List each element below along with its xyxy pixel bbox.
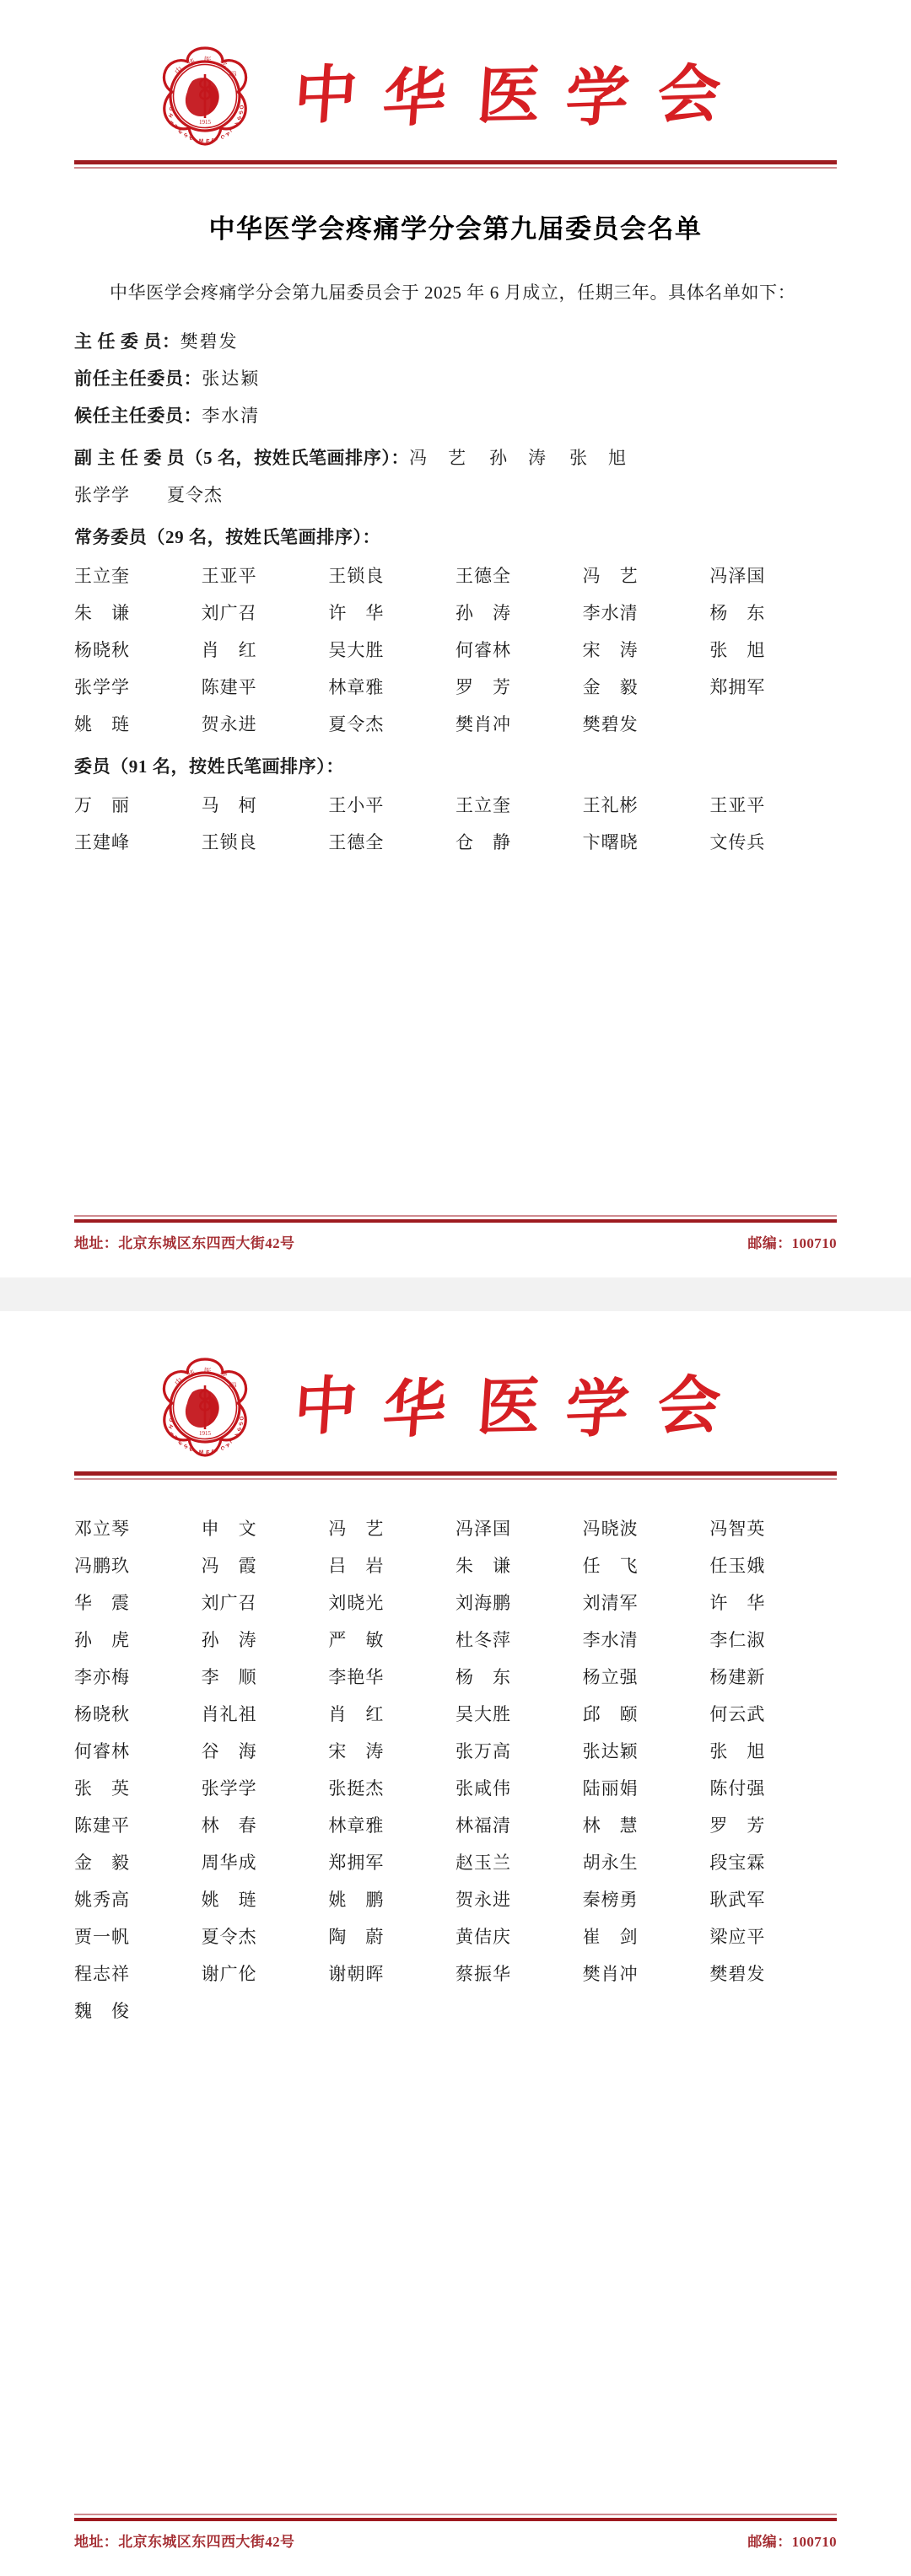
svg-text:医: 医 <box>474 61 543 132</box>
footer-address: 地址：北京东城区东四西大街42号 <box>74 1235 295 1251</box>
document-body <box>74 245 837 861</box>
members-grid-page2 <box>74 1510 837 2030</box>
name-cell: 吴大胜 <box>328 640 385 660</box>
name-cell: 孙 涛 <box>201 1630 257 1650</box>
svg-text:N: N <box>172 123 180 131</box>
name-cell: 华 震 <box>74 1593 130 1613</box>
name-cell: 梁应平 <box>709 1927 766 1947</box>
name-cell: 魏 俊 <box>74 2001 130 2021</box>
svg-text:M: M <box>198 1449 204 1455</box>
standing-committee-grid <box>74 557 837 743</box>
name-cell: 夏令杰 <box>201 1927 257 1947</box>
name-cell: 仓 静 <box>456 832 511 852</box>
name-cell: 许 华 <box>709 1593 766 1613</box>
name-cell: 罗 芳 <box>709 1815 766 1836</box>
seal-year: 1915 <box>199 119 211 126</box>
name-cell: 何云武 <box>709 1704 766 1724</box>
name-cell: 李仁淑 <box>709 1630 766 1650</box>
name-cell: 张达颖 <box>582 1741 639 1761</box>
name-cell: 姚 琏 <box>74 714 130 734</box>
header-divider-page2 <box>74 1471 837 1480</box>
svg-text:医: 医 <box>203 1366 213 1376</box>
svg-text:中: 中 <box>173 1376 185 1388</box>
name-cell: 刘广召 <box>201 603 257 623</box>
name-cell: 林章雅 <box>328 677 385 697</box>
svg-text:L: L <box>228 1438 235 1445</box>
name-cell: 冯 艺 <box>328 1519 385 1539</box>
name-cell: 冯 艺 <box>582 566 639 586</box>
name-cell: 李亦梅 <box>74 1667 130 1687</box>
members-heading: 委员（91 名，按姓氏笔画排序）： <box>74 756 344 777</box>
name-cell: 谷 海 <box>201 1741 257 1761</box>
name-cell: 吕 岩 <box>328 1556 385 1576</box>
svg-text:E: E <box>205 1449 210 1456</box>
svg-text:E: E <box>188 1446 194 1453</box>
name-cell: 金 毅 <box>582 677 639 697</box>
vice-chair-name-1: 冯 艺 <box>409 448 468 468</box>
name-cell: 任 飞 <box>582 1556 639 1576</box>
name-cell: 张学学 <box>74 677 130 697</box>
name-cell: 陈付强 <box>709 1778 766 1799</box>
svg-text:A: A <box>224 1442 231 1449</box>
svg-text:I: I <box>215 136 219 143</box>
svg-text:H: H <box>167 1423 175 1431</box>
name-cell: 任玉娥 <box>709 1556 766 1576</box>
svg-text:C: C <box>168 105 175 112</box>
name-cell: 刘清军 <box>582 1593 639 1613</box>
role-chairman <box>74 323 837 360</box>
svg-text:华: 华 <box>380 1374 449 1444</box>
name-cell: 周华成 <box>201 1853 257 1873</box>
vice-chair-heading-line <box>74 439 837 476</box>
name-cell: 王锁良 <box>328 566 385 586</box>
name-cell: 朱 谦 <box>74 603 130 623</box>
name-cell: 吴大胜 <box>456 1704 511 1724</box>
name-cell: 张挺杰 <box>328 1778 385 1799</box>
svg-text:学: 学 <box>218 1369 229 1381</box>
svg-text:L: L <box>228 126 235 134</box>
svg-text:I: I <box>170 1431 175 1437</box>
name-cell: 王德全 <box>456 566 511 586</box>
standing-committee-heading: 常务委员（29 名，按姓氏笔画排序）： <box>74 527 381 547</box>
name-cell: 杨 东 <box>709 603 766 623</box>
name-cell: 王德全 <box>328 832 385 852</box>
name-cell: 崔 剑 <box>582 1927 639 1947</box>
svg-text:会: 会 <box>227 1379 239 1391</box>
name-cell: 王亚平 <box>201 566 257 586</box>
svg-text:中: 中 <box>291 1371 360 1444</box>
name-cell: 杨 东 <box>456 1667 511 1687</box>
footer-address: 地址：北京东城区东四西大街42号 <box>74 2534 295 2550</box>
name-cell: 朱 谦 <box>456 1556 511 1576</box>
name-cell: 罗 芳 <box>456 677 511 697</box>
name-cell: 杨晓秋 <box>74 1704 130 1724</box>
name-cell: 杜冬萍 <box>456 1630 511 1650</box>
svg-text:S: S <box>183 132 189 139</box>
name-cell: 许 华 <box>328 603 385 623</box>
name-cell: 邱 颐 <box>582 1704 639 1724</box>
name-cell: 姚 鹏 <box>328 1890 385 1910</box>
svg-text:C: C <box>168 1417 175 1423</box>
name-cell: 林福清 <box>456 1815 511 1836</box>
svg-text:中: 中 <box>173 65 185 77</box>
name-cell: 耿武军 <box>709 1890 766 1910</box>
name-cell: 张 旭 <box>709 640 766 660</box>
svg-text:会: 会 <box>655 60 723 132</box>
name-cell: 张万高 <box>456 1741 511 1761</box>
name-cell: 张 英 <box>74 1778 130 1799</box>
name-cell: 金 毅 <box>74 1853 130 1873</box>
svg-text:S: S <box>235 1426 243 1433</box>
name-cell: 肖礼祖 <box>201 1704 257 1724</box>
seal-year: 1915 <box>199 1430 211 1437</box>
name-cell: 郑拥军 <box>328 1853 385 1873</box>
name-cell <box>202 1993 329 2030</box>
name-cell: 林 春 <box>201 1815 257 1836</box>
name-cell: 段宝霖 <box>709 1853 766 1873</box>
role-former-chairman-label: 前任主任委员： <box>74 368 202 389</box>
name-cell: 林章雅 <box>328 1815 385 1836</box>
role-incoming-chairman-value: 李水清 <box>202 406 261 426</box>
name-cell: 宋 涛 <box>328 1741 385 1761</box>
document-page-2 <box>0 1311 911 2576</box>
header-divider <box>74 160 837 169</box>
name-cell: 蔡振华 <box>456 1964 511 1984</box>
name-cell: 何睿林 <box>74 1741 130 1761</box>
name-cell: 冯鹏玖 <box>74 1556 130 1576</box>
svg-text:学: 学 <box>562 1374 632 1444</box>
svg-text:S: S <box>235 115 243 121</box>
svg-text:M: M <box>198 137 204 144</box>
name-cell: 邓立琴 <box>74 1519 130 1539</box>
svg-text:S: S <box>183 1443 189 1450</box>
name-cell: 刘广召 <box>201 1593 257 1613</box>
name-cell: 贾一帆 <box>74 1927 130 1947</box>
vice-chair-names-wrapped: 张学学 夏令杰 <box>74 485 223 505</box>
svg-text:中: 中 <box>291 60 360 132</box>
name-cell: 肖 红 <box>201 640 257 660</box>
name-cell: 谢朝晖 <box>328 1964 385 1984</box>
svg-text:I: I <box>170 120 175 126</box>
svg-text:H: H <box>167 112 175 120</box>
svg-text:医: 医 <box>474 1372 543 1444</box>
name-cell: 郑拥军 <box>709 677 766 697</box>
document-page-1 <box>0 0 911 1277</box>
name-cell: 文传兵 <box>709 832 766 852</box>
cma-seal-icon <box>155 1355 255 1460</box>
svg-text:O: O <box>238 105 245 110</box>
page-separator <box>0 1277 911 1311</box>
name-cell: 林 慧 <box>582 1815 639 1836</box>
svg-text:E: E <box>177 128 184 136</box>
name-cell: 陶 蔚 <box>328 1927 385 1947</box>
svg-text:E: E <box>177 1439 184 1447</box>
name-cell: 樊肖冲 <box>582 1964 639 1984</box>
svg-text:华: 华 <box>186 1368 197 1379</box>
svg-text:医: 医 <box>203 55 213 65</box>
name-cell: 卞曙晓 <box>582 832 639 852</box>
svg-text:D: D <box>210 137 216 145</box>
name-cell: 贺永进 <box>201 714 257 734</box>
name-cell: 万 丽 <box>74 795 130 815</box>
name-cell: 冯 霞 <box>201 1556 257 1576</box>
members-grid-page1 <box>74 787 837 861</box>
name-cell: 李 顺 <box>201 1667 257 1687</box>
footer-postcode: 邮编：100710 <box>747 2534 837 2550</box>
name-cell: 马 柯 <box>201 795 257 815</box>
svg-text:I: I <box>215 1447 219 1454</box>
name-cell: 杨立强 <box>582 1667 639 1687</box>
role-chairman-label: 主 任 委 员： <box>74 331 181 352</box>
name-cell: 黄佶庆 <box>456 1927 511 1947</box>
name-cell: 赵玉兰 <box>456 1853 511 1873</box>
vice-chair-name-3: 张 旭 <box>569 448 628 468</box>
svg-text:华: 华 <box>380 62 449 132</box>
name-cell: 陈建平 <box>201 677 257 697</box>
name-cell: 樊碧发 <box>582 714 639 734</box>
name-cell: 申 文 <box>201 1519 257 1539</box>
name-cell: 张 旭 <box>709 1741 766 1761</box>
name-cell: 刘海鹏 <box>456 1593 511 1613</box>
svg-text:会: 会 <box>655 1371 723 1443</box>
name-cell: 王礼彬 <box>582 795 639 815</box>
name-cell: 王锁良 <box>201 832 257 852</box>
footer-divider <box>74 1215 837 1223</box>
svg-text:E: E <box>188 135 194 142</box>
name-cell: 樊碧发 <box>709 1964 766 1984</box>
svg-text:学: 学 <box>218 58 229 70</box>
name-cell: 陈建平 <box>74 1815 130 1836</box>
role-incoming-chairman-label: 候任主任委员： <box>74 406 202 426</box>
name-cell: 樊肖冲 <box>456 714 511 734</box>
name-cell: 王亚平 <box>709 795 766 815</box>
svg-text:华: 华 <box>186 56 197 68</box>
name-cell: 程志祥 <box>74 1964 130 1984</box>
name-cell: 夏令杰 <box>328 714 385 734</box>
name-cell: 张咸伟 <box>456 1778 511 1799</box>
name-cell: 秦榜勇 <box>582 1890 639 1910</box>
role-former-chairman-value: 张达颖 <box>202 368 261 389</box>
name-cell: 何睿林 <box>456 640 511 660</box>
name-cell: 姚秀高 <box>74 1890 130 1910</box>
svg-text:N: N <box>172 1434 180 1442</box>
document-body-page2 <box>74 1480 837 2030</box>
svg-text:C: C <box>219 133 226 141</box>
name-cell: 宋 涛 <box>582 640 639 660</box>
name-cell: 王立奎 <box>456 795 511 815</box>
name-cell: 李艳华 <box>328 1667 385 1687</box>
page-footer-2 <box>0 2514 911 2551</box>
name-cell: 冯智英 <box>709 1519 766 1539</box>
name-cell: 王立奎 <box>74 566 130 586</box>
page-title: 中华医学会疼痛学分会第九届委员会名单 <box>208 214 703 244</box>
name-cell: 胡永生 <box>582 1853 639 1873</box>
svg-text:会: 会 <box>227 68 239 80</box>
name-cell: 孙 虎 <box>74 1630 130 1650</box>
name-cell: 谢广伦 <box>201 1964 257 1984</box>
name-cell: 王小平 <box>328 795 385 815</box>
name-cell: 杨晓秋 <box>74 640 130 660</box>
role-incoming-chairman <box>74 397 837 434</box>
name-cell: 李水清 <box>582 1630 639 1650</box>
svg-text:S: S <box>237 110 244 116</box>
name-cell: 刘晓光 <box>328 1593 385 1613</box>
svg-text:学: 学 <box>562 62 632 132</box>
intro-paragraph: 中华医学会疼痛学分会第九届委员会于 2025 年 6 月成立，任期三年。具体名单如下： <box>110 282 796 303</box>
name-cell: 张学学 <box>201 1778 257 1799</box>
svg-text:A: A <box>233 1432 240 1439</box>
cma-seal-icon <box>155 44 255 148</box>
name-cell: 孙 涛 <box>456 603 511 623</box>
vice-chair-name-2: 孙 涛 <box>489 448 548 468</box>
name-cell: 陆丽娟 <box>582 1778 639 1799</box>
page-footer-1 <box>0 1215 911 1252</box>
letterhead <box>0 0 911 153</box>
svg-text:S: S <box>237 1421 244 1427</box>
footer-postcode: 邮编：100710 <box>747 1235 837 1251</box>
letterhead-page2 <box>0 1311 911 1465</box>
svg-text:O: O <box>238 1416 245 1422</box>
svg-text:D: D <box>210 1449 216 1456</box>
name-cell: 杨建新 <box>709 1667 766 1687</box>
name-cell: 肖 红 <box>328 1704 385 1724</box>
name-cell: 冯泽国 <box>709 566 766 586</box>
cma-calligraphy-wordmark-icon <box>283 1371 756 1444</box>
name-cell: 冯泽国 <box>456 1519 511 1539</box>
name-cell: 冯晓波 <box>582 1519 639 1539</box>
name-cell: 贺永进 <box>456 1890 511 1910</box>
role-former-chairman <box>74 360 837 397</box>
svg-text:E: E <box>205 138 210 145</box>
name-cell: 姚 琏 <box>201 1890 257 1910</box>
svg-text:A: A <box>224 131 231 138</box>
name-cell: 王建峰 <box>74 832 130 852</box>
cma-calligraphy-wordmark-icon <box>283 60 756 132</box>
name-cell <box>328 1993 456 2030</box>
vice-chair-heading: 副 主 任 委 员（5 名，按姓氏笔画排序）： <box>74 448 410 468</box>
svg-text:C: C <box>219 1444 226 1452</box>
footer-divider <box>74 2514 837 2521</box>
svg-text:A: A <box>233 121 240 127</box>
name-cell: 严 敏 <box>328 1630 385 1650</box>
role-chairman-value: 樊碧发 <box>180 331 239 352</box>
name-cell: 李水清 <box>582 603 639 623</box>
